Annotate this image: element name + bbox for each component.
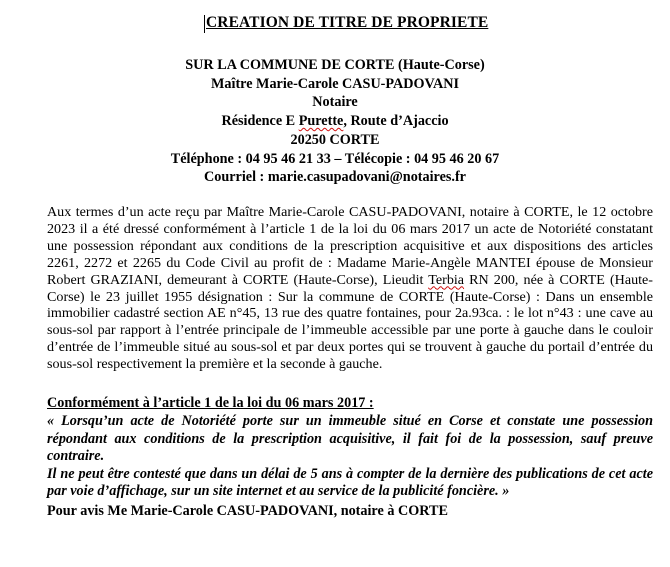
body-part-2: RN 200, née à CORTE (Haute-Corse) le 23 juillet 1955 désignation : Sur la commune de CORTE (Haute-Corse) : Dans un ensemble immobilier cadastré section AE n°45, 13 rue des quatre fontaines, pour 2a.93ca. : le lot n°43 : une cave au sous-sol par rapport à l’entrée principale de l’immeuble accessible par une porte à gauche dans le couloir d’entrée de l’immeuble situé au sous-sol et par deux portes qui se trouvent à gauche du portail d’entrée du sous-sol respectivement la première et la seconde à gauche. [47,271,653,373]
body-paragraph [47,204,653,373]
commune-line: SUR LA COMMUNE DE CORTE (Haute-Corse) [185,57,485,73]
notary-name: Maître Marie-Carole CASU-PADOVANI [211,75,459,92]
quote-paragraph-1: « Lorsqu’un acte de Notoriété porte sur un immeuble situé en Corse et constate une possession répondant aux conditions de la prescription acquisitive, il fait foi de la possession, sauf preuve contraire. [47,413,653,465]
notary-header [0,56,670,187]
address-line [0,112,670,131]
phone-fax-line: Téléphone : 04 95 46 21 33 – Télécopie : 04 95 46 20 67 [170,150,500,167]
email-line: Courriel : marie.casupadovani@notaires.fr [204,169,466,186]
article-heading: Conformément à l’article 1 de la loi du 06 mars 2017 : [47,395,374,411]
address-suffix: , Route d’Ajaccio [343,113,449,130]
address-prefix: Résidence E [221,113,299,130]
closing-line: Pour avis Me Marie-Carole CASU-PADOVANI, notaire à CORTE [47,503,448,519]
law-quote [47,413,653,501]
postal-city: 20250 CORTE [290,131,380,148]
notary-role: Notaire [312,94,358,111]
lieudit-misspelled-word: Terbia [428,271,465,288]
document-title: CREATION DE TITRE DE PROPRIETE [206,14,489,31]
address-misspelled-word: Purette [298,113,344,130]
text-cursor [204,15,205,33]
quote-paragraph-2: Il ne peut être contesté que dans un délai de 5 ans à compter de la dernière des publications de cet acte par voie d’affichage, sur un site internet et au service de la publicité foncière. » [47,465,653,500]
body-part-1: Aux termes d’un acte reçu par Maître Marie-Carole CASU-PADOVANI, notaire à CORTE, le 12 octobre 2023 il a été dressé conformément à l’article 1 de la loi du 06 mars 2017 un acte de Notoriété constatant une possession répondant aux conditions de la prescription acquisitive et aux dispositions des articles 2261, 2272 et 2265 du Code Civil au profit de : Madame Marie-Angèle MANTEI épouse de Monsieur Robert GRAZIANI, demeurant à CORTE (Haute-Corse), Lieudit [47,204,653,288]
